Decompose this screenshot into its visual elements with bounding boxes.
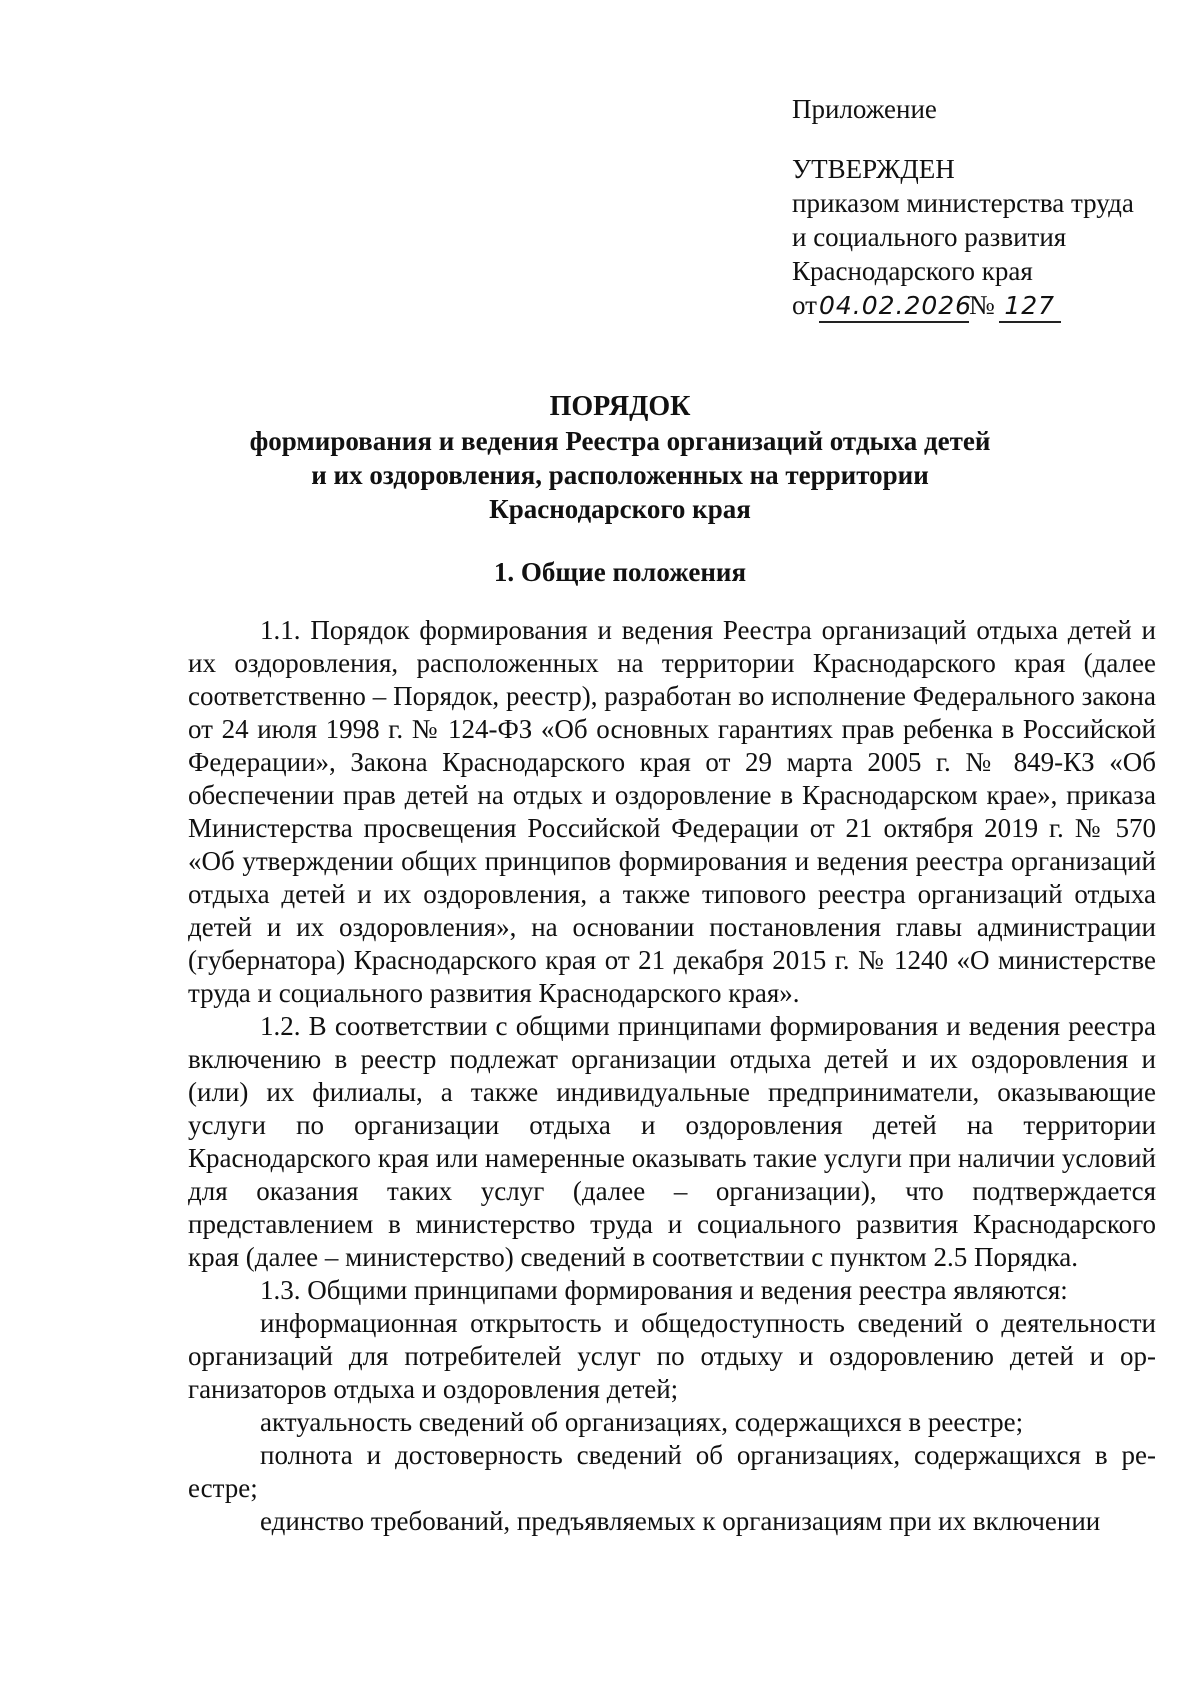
paragraph-1-1: 1.1. Порядок формирования и ведения Реестра организаций отдыха детей и их оздоровления, расположенных на территории Краснодарского края (далее соответственно – Порядок, реестр), разработан во исполнение Федерального закона от 24 июля 1998 г. № 124-ФЗ «Об основных гарантиях прав ребенка в Российской Федерации», Закона Краснодарского края от 29 марта 2005 г. № 849-КЗ «Об обеспечении прав детей на отдых и оздоровление в Краснодарском крае», приказа Министерства просвещения Российской Федерации от 21 октября 2019 г. № 570 «Об утверждении общих принципов формирования и ведения реестра организаций отдыха детей и их оздоровления, а также типового реестра организаций отдыха детей и их оздоровления», на основании постановления главы администрации (губернатора) Краснодарского края от 21 декабря 2015 г. № 1240 «О министерстве труда и социального развития Краснодарского края». xyxy=(188,615,1156,1008)
principle-relevance: актуальность сведений об организациях, содержащихся в реестре; xyxy=(260,1407,1024,1437)
title-line-1: формирования и ведения Реестра организаций отдыха детей xyxy=(249,426,991,456)
order-line-2: и социального развития xyxy=(792,222,1067,252)
order-line-3: Краснодарского края xyxy=(792,256,1033,286)
title-line-2: и их оздоровления, расположенных на территории xyxy=(311,460,929,490)
principle-openness: информационная открытость и общедоступность сведений о деятельности организаций для потребителей услуг по отдыху и оздоровлению детей и организаторов отдыха и оздоровления детей; xyxy=(188,1308,1156,1404)
paragraph-1-2: 1.2. В соответствии с общими принципами формирования и ведения реестра включению в реестр подлежат организации отдыха детей и их оздоровления и (или) их филиалы, а также индивидуальные предприниматели, оказывающие услуги по организации отдыха и оздоровления детей на территории Краснодарского края или намеренные оказывать такие услуги при наличии условий для оказания таких услуг (далее – организации), что подтверждается представлением в министерство труда и социального развития Краснодарского края (далее – министерство) сведений в соответствии с пунктом 2.5 Порядка. xyxy=(188,1011,1156,1272)
title-main: ПОРЯДОК xyxy=(549,391,691,422)
principle-completeness: полнота и достоверность сведений об организациях, содержащихся в реестре; xyxy=(188,1440,1156,1503)
handwritten-date: 04.02.2026 xyxy=(819,291,969,323)
handwritten-number: 127 xyxy=(999,291,1061,323)
approved-label: УТВЕРЖДЕН xyxy=(792,154,955,184)
from-label: от xyxy=(792,290,817,320)
title-line-3: Краснодарского края xyxy=(489,494,751,524)
approval-block xyxy=(792,92,1172,323)
body-text xyxy=(188,614,1156,1538)
document-title xyxy=(140,390,1100,526)
principle-uniformity: единство требований, предъявляемых к организациям при их включении xyxy=(260,1506,1101,1536)
date-number-row xyxy=(792,288,1172,323)
section-heading: 1. Общие положения xyxy=(493,557,747,587)
number-label: № xyxy=(968,290,995,320)
appendix-label: Приложение xyxy=(792,94,937,124)
order-line-1: приказом министерства труда xyxy=(792,188,1134,218)
paragraph-1-3: 1.3. Общими принципами формирования и ведения реестра являются: xyxy=(260,1275,1068,1305)
